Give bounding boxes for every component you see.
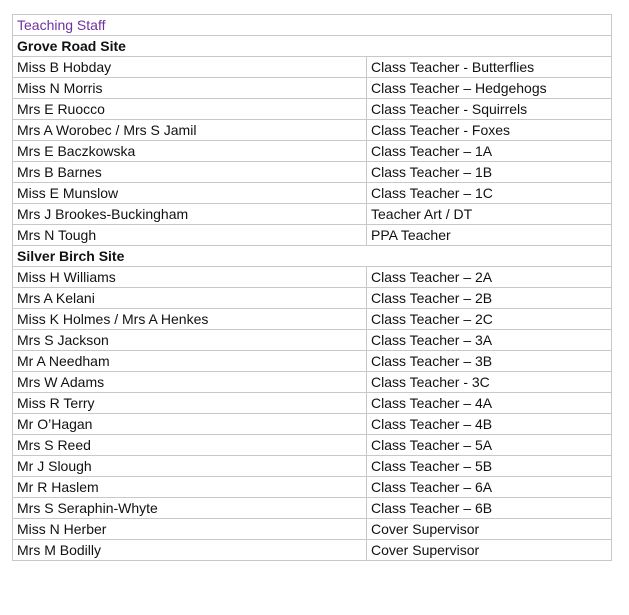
- staff-name-cell: Miss K Holmes / Mrs A Henkes: [13, 309, 367, 330]
- staff-role-cell: Class Teacher – 4B: [367, 414, 612, 435]
- table-row: [13, 309, 612, 330]
- staff-name-cell: Miss B Hobday: [13, 57, 367, 78]
- staff-name-cell: Mrs A Kelani: [13, 288, 367, 309]
- teaching-staff-table: [12, 14, 612, 561]
- staff-role-cell: Class Teacher - Squirrels: [367, 99, 612, 120]
- table-row: [13, 225, 612, 246]
- staff-name-cell: Mrs E Baczkowska: [13, 141, 367, 162]
- staff-name-cell: Mrs S Reed: [13, 435, 367, 456]
- section-heading: Silver Birch Site: [13, 246, 612, 267]
- table-row: [13, 393, 612, 414]
- staff-name-cell: Mr O’Hagan: [13, 414, 367, 435]
- staff-table-body: [13, 15, 612, 561]
- staff-role-cell: Class Teacher - 3C: [367, 372, 612, 393]
- table-row: [13, 267, 612, 288]
- staff-name-cell: Miss N Herber: [13, 519, 367, 540]
- staff-role-cell: Class Teacher – 2A: [367, 267, 612, 288]
- staff-name-cell: Mrs W Adams: [13, 372, 367, 393]
- staff-name-cell: Mrs A Worobec / Mrs S Jamil: [13, 120, 367, 141]
- table-row: [13, 204, 612, 225]
- staff-role-cell: Class Teacher – 2C: [367, 309, 612, 330]
- table-row: [13, 351, 612, 372]
- staff-role-cell: Class Teacher – 1A: [367, 141, 612, 162]
- staff-name-cell: Mr A Needham: [13, 351, 367, 372]
- table-row: [13, 57, 612, 78]
- section-header-row: [13, 246, 612, 267]
- staff-role-cell: Cover Supervisor: [367, 519, 612, 540]
- section-header-row: [13, 36, 612, 57]
- staff-name-cell: Mrs E Ruocco: [13, 99, 367, 120]
- page-title: Teaching Staff: [13, 15, 612, 36]
- table-row: [13, 162, 612, 183]
- staff-role-cell: Class Teacher – 5B: [367, 456, 612, 477]
- table-row: [13, 183, 612, 204]
- table-row: [13, 540, 612, 561]
- table-row: [13, 414, 612, 435]
- staff-role-cell: Class Teacher – 6A: [367, 477, 612, 498]
- staff-name-cell: Mrs B Barnes: [13, 162, 367, 183]
- title-row: [13, 15, 612, 36]
- staff-role-cell: Class Teacher – 1B: [367, 162, 612, 183]
- staff-name-cell: Miss E Munslow: [13, 183, 367, 204]
- staff-role-cell: Teacher Art / DT: [367, 204, 612, 225]
- staff-role-cell: Class Teacher – 3A: [367, 330, 612, 351]
- table-row: [13, 435, 612, 456]
- table-row: [13, 519, 612, 540]
- table-row: [13, 120, 612, 141]
- table-row: [13, 288, 612, 309]
- staff-role-cell: Class Teacher – 2B: [367, 288, 612, 309]
- table-row: [13, 99, 612, 120]
- staff-name-cell: Mrs M Bodilly: [13, 540, 367, 561]
- staff-name-cell: Miss H Williams: [13, 267, 367, 288]
- staff-role-cell: Cover Supervisor: [367, 540, 612, 561]
- staff-role-cell: Class Teacher – Hedgehogs: [367, 78, 612, 99]
- staff-role-cell: Class Teacher – 4A: [367, 393, 612, 414]
- table-row: [13, 330, 612, 351]
- staff-role-cell: Class Teacher - Foxes: [367, 120, 612, 141]
- staff-name-cell: Miss N Morris: [13, 78, 367, 99]
- table-row: [13, 141, 612, 162]
- table-row: [13, 372, 612, 393]
- staff-name-cell: Mrs J Brookes-Buckingham: [13, 204, 367, 225]
- staff-name-cell: Miss R Terry: [13, 393, 367, 414]
- staff-name-cell: Mr J Slough: [13, 456, 367, 477]
- staff-role-cell: Class Teacher – 1C: [367, 183, 612, 204]
- section-heading: Grove Road Site: [13, 36, 612, 57]
- staff-name-cell: Mrs S Seraphin-Whyte: [13, 498, 367, 519]
- table-row: [13, 456, 612, 477]
- staff-role-cell: Class Teacher – 6B: [367, 498, 612, 519]
- table-row: [13, 498, 612, 519]
- staff-role-cell: Class Teacher – 3B: [367, 351, 612, 372]
- staff-role-cell: Class Teacher - Butterflies: [367, 57, 612, 78]
- staff-name-cell: Mr R Haslem: [13, 477, 367, 498]
- table-row: [13, 477, 612, 498]
- staff-name-cell: Mrs N Tough: [13, 225, 367, 246]
- staff-role-cell: PPA Teacher: [367, 225, 612, 246]
- staff-name-cell: Mrs S Jackson: [13, 330, 367, 351]
- table-row: [13, 78, 612, 99]
- staff-role-cell: Class Teacher – 5A: [367, 435, 612, 456]
